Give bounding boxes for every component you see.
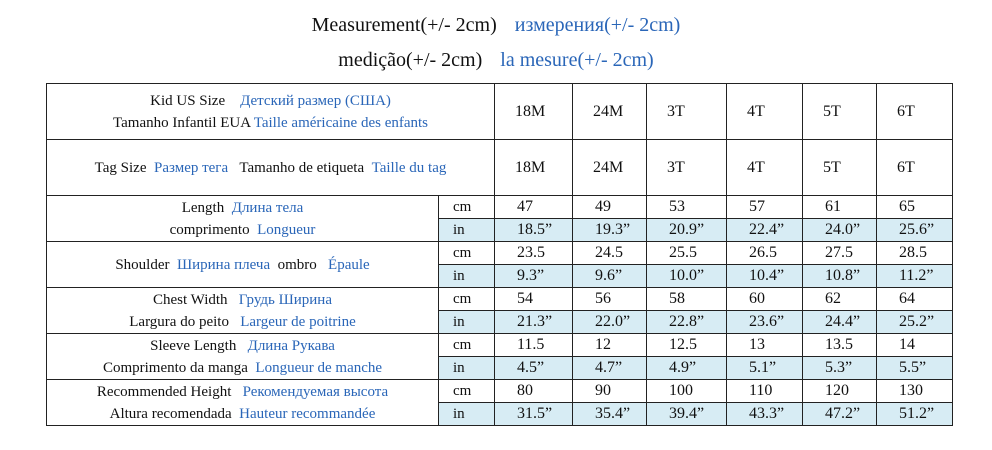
tag-size-en: Tag Size <box>94 159 147 176</box>
chest-label <box>47 288 439 334</box>
tag-size-pt: Tamanho de etiqueta <box>239 159 365 176</box>
length-fr: Longueur <box>257 221 316 238</box>
length-in-value: 22.4” <box>727 219 803 242</box>
tag-size-row <box>47 140 953 196</box>
unit-in: in <box>439 357 495 380</box>
kid-size-value: 24M <box>573 84 647 140</box>
length-label <box>47 196 439 242</box>
height-label <box>47 380 439 426</box>
height-in-value: 47.2” <box>803 403 877 426</box>
kid-size-pt: Tamanho Infantil EUA <box>113 114 251 131</box>
shoulder-cm-value: 23.5 <box>495 242 573 265</box>
length-cm-value: 57 <box>727 196 803 219</box>
sleeve-cm-value: 12 <box>573 334 647 357</box>
chest-cm-value: 56 <box>573 288 647 311</box>
kid-size-fr: Taille américaine des enfants <box>253 114 429 131</box>
shoulder-in-value: 10.0” <box>647 265 727 288</box>
kid-size-value: 6T <box>877 84 953 140</box>
shoulder-label <box>47 242 439 288</box>
sleeve-cm-value: 12.5 <box>647 334 727 357</box>
sleeve-label <box>47 334 439 380</box>
length-cm-value: 65 <box>877 196 953 219</box>
shoulder-in-value: 9.3” <box>495 265 573 288</box>
shoulder-in-value: 10.4” <box>727 265 803 288</box>
sleeve-en: Sleeve Length <box>150 337 237 354</box>
unit-cm: cm <box>439 334 495 357</box>
size-chart-table <box>46 83 953 426</box>
shoulder-cm-value: 28.5 <box>877 242 953 265</box>
height-pt: Altura recomendada <box>109 405 232 422</box>
kid-size-value: 5T <box>803 84 877 140</box>
kid-size-ru: Детский размер (США) <box>240 92 391 109</box>
length-cm-value: 49 <box>573 196 647 219</box>
sleeve-cm-value: 13 <box>727 334 803 357</box>
height-in-value: 35.4” <box>573 403 647 426</box>
tag-size-value: 4T <box>727 140 803 196</box>
sleeve-ru: Длина Рукава <box>247 337 335 354</box>
height-cm-value: 110 <box>727 380 803 403</box>
sleeve-cm-value: 14 <box>877 334 953 357</box>
unit-cm: cm <box>439 242 495 265</box>
sleeve-pt: Comprimento da manga <box>102 359 248 376</box>
shoulder-en: Shoulder <box>115 256 170 273</box>
height-cm-row <box>47 380 953 403</box>
unit-in: in <box>439 311 495 334</box>
length-in-value: 24.0” <box>803 219 877 242</box>
chest-in-value: 21.3” <box>495 311 573 334</box>
chest-in-value: 22.0” <box>573 311 647 334</box>
kid-size-label <box>47 84 495 140</box>
chest-cm-value: 64 <box>877 288 953 311</box>
shoulder-cm-value: 24.5 <box>573 242 647 265</box>
shoulder-cm-value: 25.5 <box>647 242 727 265</box>
shoulder-fr: Épaule <box>328 256 370 273</box>
unit-in: in <box>439 403 495 426</box>
length-in-value: 19.3” <box>573 219 647 242</box>
height-cm-value: 100 <box>647 380 727 403</box>
chest-cm-value: 60 <box>727 288 803 311</box>
unit-cm: cm <box>439 288 495 311</box>
height-ru: Рекомендуемая высота <box>242 383 389 400</box>
tag-size-value: 3T <box>647 140 727 196</box>
length-en: Length <box>181 199 225 216</box>
length-cm-value: 61 <box>803 196 877 219</box>
sleeve-in-value: 5.5” <box>877 357 953 380</box>
chest-in-value: 25.2” <box>877 311 953 334</box>
title-line-1 <box>0 14 992 37</box>
sleeve-in-value: 4.5” <box>495 357 573 380</box>
height-in-value: 31.5” <box>495 403 573 426</box>
sleeve-in-value: 4.9” <box>647 357 727 380</box>
kid-size-value: 4T <box>727 84 803 140</box>
tag-size-ru: Размер тега <box>153 159 229 176</box>
height-cm-value: 130 <box>877 380 953 403</box>
shoulder-in-value: 10.8” <box>803 265 877 288</box>
kid-size-row <box>47 84 953 140</box>
chest-cm-row <box>47 288 953 311</box>
chest-in-value: 24.4” <box>803 311 877 334</box>
height-en: Recommended Height <box>96 383 232 400</box>
length-in-value: 25.6” <box>877 219 953 242</box>
sleeve-cm-row <box>47 334 953 357</box>
length-cm-value: 47 <box>495 196 573 219</box>
chest-cm-value: 58 <box>647 288 727 311</box>
tag-size-value: 6T <box>877 140 953 196</box>
height-in-value: 43.3” <box>727 403 803 426</box>
kid-size-en: Kid US Size <box>150 92 226 109</box>
length-pt: comprimento <box>169 221 250 238</box>
shoulder-in-value: 9.6” <box>573 265 647 288</box>
sleeve-cm-value: 13.5 <box>803 334 877 357</box>
sleeve-in-value: 5.3” <box>803 357 877 380</box>
length-in-value: 20.9” <box>647 219 727 242</box>
sleeve-cm-value: 11.5 <box>495 334 573 357</box>
kid-size-value: 3T <box>647 84 727 140</box>
sleeve-in-value: 4.7” <box>573 357 647 380</box>
tag-size-value: 18M <box>495 140 573 196</box>
chest-en: Chest Width <box>153 291 228 308</box>
unit-in: in <box>439 265 495 288</box>
title-french: la mesure(+/- 2cm) <box>500 49 654 71</box>
chest-in-value: 22.8” <box>647 311 727 334</box>
tag-size-label <box>47 140 495 196</box>
shoulder-pt: ombro <box>277 256 317 273</box>
length-cm-value: 53 <box>647 196 727 219</box>
length-in-value: 18.5” <box>495 219 573 242</box>
title-portuguese: medição(+/- 2cm) <box>338 49 483 71</box>
title-english: Measurement(+/- 2cm) <box>311 14 497 36</box>
unit-in: in <box>439 219 495 242</box>
shoulder-cm-value: 27.5 <box>803 242 877 265</box>
tag-size-value: 24M <box>573 140 647 196</box>
height-cm-value: 120 <box>803 380 877 403</box>
length-ru: Длина тела <box>231 199 304 216</box>
sleeve-in-value: 5.1” <box>727 357 803 380</box>
height-cm-value: 80 <box>495 380 573 403</box>
chest-ru: Грудь Ширина <box>238 291 332 308</box>
shoulder-cm-value: 26.5 <box>727 242 803 265</box>
height-in-value: 51.2” <box>877 403 953 426</box>
tag-size-fr: Taille du tag <box>371 159 447 176</box>
height-cm-value: 90 <box>573 380 647 403</box>
chest-pt: Largura do peito <box>129 313 229 330</box>
shoulder-cm-row <box>47 242 953 265</box>
unit-cm: cm <box>439 196 495 219</box>
height-in-value: 39.4” <box>647 403 727 426</box>
tag-size-value: 5T <box>803 140 877 196</box>
sleeve-fr: Longueur de manche <box>255 359 383 376</box>
chest-in-value: 23.6” <box>727 311 803 334</box>
shoulder-ru: Ширина плеча <box>176 256 271 273</box>
title-russian: измерения(+/- 2cm) <box>514 14 681 36</box>
length-cm-row <box>47 196 953 219</box>
title-line-2 <box>0 49 992 72</box>
chest-cm-value: 62 <box>803 288 877 311</box>
height-fr: Hauteur recommandée <box>239 405 376 422</box>
kid-size-value: 18M <box>495 84 573 140</box>
chest-cm-value: 54 <box>495 288 573 311</box>
shoulder-in-value: 11.2” <box>877 265 953 288</box>
unit-cm: cm <box>439 380 495 403</box>
chest-fr: Largeur de poitrine <box>240 313 356 330</box>
